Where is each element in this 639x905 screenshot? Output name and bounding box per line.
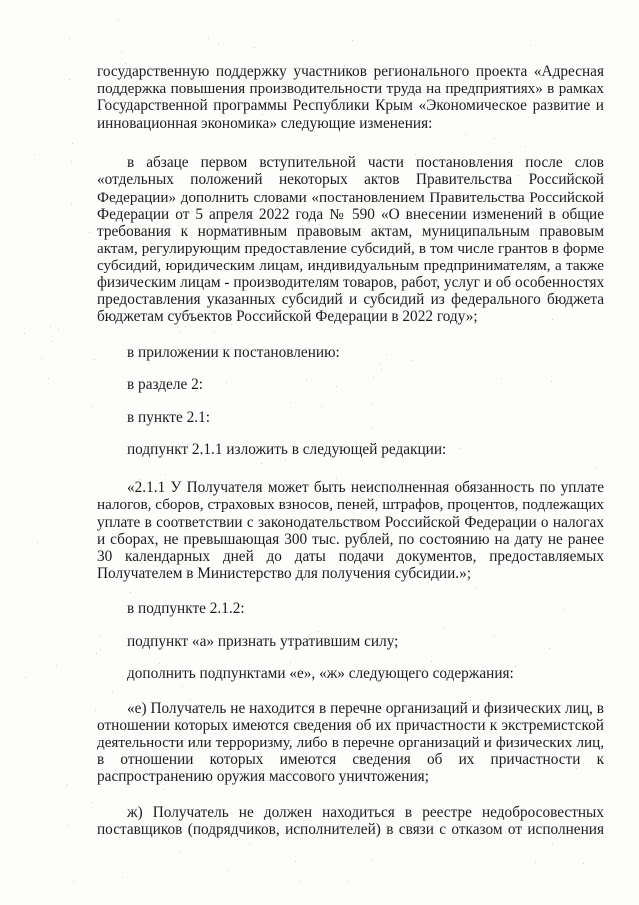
text-line: Федерации от 5 апреля 2022 года № 590 «О внесении изменений в общие: [97, 206, 604, 223]
text-line: 30 календарных дней до даты подачи документов, предоставляемых: [97, 548, 604, 565]
speckle-dot: [343, 808, 344, 809]
speckle-dot: [353, 513, 354, 514]
text-line: «2.1.1 У Получателя может быть неисполненная обязанность по уплате: [127, 479, 604, 496]
text-line: «е) Получатель не находится в перечне организаций и физических лиц, в: [127, 700, 604, 717]
speckle-dot: [157, 566, 158, 567]
speckle-dot: [426, 166, 427, 167]
text-line: субсидий, юридическим лицам, индивидуальным предпринимателям, а также: [97, 257, 604, 274]
speckle-dot: [121, 52, 122, 53]
speckle-dot: [101, 214, 102, 215]
speckle-dot: [231, 324, 232, 325]
speckle-dot: [318, 631, 319, 632]
speckle-dot: [182, 686, 183, 687]
speckle-dot: [583, 863, 584, 864]
speckle-dot: [501, 378, 502, 379]
speckle-dot: [372, 428, 373, 429]
speckle-dot: [344, 65, 345, 66]
speckle-dot: [187, 444, 188, 445]
speckle-dot: [48, 378, 49, 379]
speckle-dot: [361, 207, 362, 208]
text-line: уплате в соответствии с законодательством Российской Федерации о налогах: [97, 514, 604, 531]
speckle-dot: [470, 700, 471, 701]
speckle-dot: [595, 467, 596, 468]
speckle-dot: [249, 843, 250, 844]
text-line: актам, регулирующим предоставление субсидий, в том числе грантов в форме: [97, 240, 604, 257]
speckle-dot: [212, 158, 213, 159]
speckle-dot: [295, 861, 296, 862]
speckle-dot: [347, 881, 348, 882]
speckle-dot: [285, 460, 286, 461]
text-line: Государственной программы Республики Крым «Экономическое развитие и: [97, 97, 604, 114]
speckle-dot: [494, 138, 495, 139]
speckle-dot: [69, 79, 70, 80]
speckle-dot: [411, 360, 412, 361]
speckle-dot: [525, 146, 526, 147]
speckle-dot: [556, 514, 557, 515]
text-line: требования к нормативным правовым актам, муниципальным правовым: [97, 223, 604, 240]
speckle-dot: [290, 98, 291, 99]
text-line: в абзаце первом вступительной части постановления после слов: [127, 154, 604, 171]
speckle-dot: [572, 558, 573, 559]
speckle-dot: [178, 225, 179, 226]
speckle-dot: [95, 710, 96, 711]
speckle-dot: [415, 154, 416, 155]
speckle-dot: [475, 587, 476, 588]
speckle-dot: [450, 576, 451, 577]
speckle-dot: [290, 662, 291, 663]
speckle-dot: [576, 768, 577, 769]
speckle-dot: [552, 844, 553, 845]
speckle-dot: [293, 778, 294, 779]
speckle-dot: [163, 789, 164, 790]
text-line: налогов, сборов, страховых взносов, пеней, штрафов, процентов, подлежащих: [97, 496, 604, 513]
speckle-dot: [423, 157, 424, 158]
speckle-dot: [306, 380, 307, 381]
speckle-dot: [69, 38, 70, 39]
speckle-dot: [168, 232, 169, 233]
speckle-dot: [314, 507, 315, 508]
speckle-dot: [530, 45, 531, 46]
speckle-dot: [309, 288, 310, 289]
speckle-dot: [71, 203, 72, 204]
text-line: в подпункте 2.1.2:: [127, 600, 245, 617]
speckle-dot: [284, 85, 285, 86]
speckle-dot: [254, 47, 255, 48]
speckle-dot: [185, 326, 186, 327]
speckle-dot: [67, 784, 68, 785]
speckle-dot: [261, 463, 262, 464]
speckle-dot: [262, 214, 263, 215]
speckle-dot: [222, 829, 223, 830]
text-line: физическим лицам - производителям товаров, работ, услуг и об особенностях: [97, 274, 605, 291]
speckle-dot: [118, 20, 119, 21]
speckle-dot: [394, 95, 395, 96]
speckle-dot: [342, 742, 343, 743]
speckle-dot: [67, 825, 68, 826]
speckle-dot: [492, 815, 493, 816]
speckle-dot: [414, 86, 415, 87]
speckle-dot: [94, 359, 95, 360]
text-line: подпункт «а» признать утратившим силу;: [127, 633, 399, 650]
speckle-dot: [185, 529, 186, 530]
text-line: в отношении которых имеются сведения об их причастности к: [97, 751, 604, 768]
speckle-dot: [125, 63, 126, 64]
speckle-dot: [159, 663, 160, 664]
speckle-dot: [535, 862, 536, 863]
text-line: в приложении к постановлению:: [127, 344, 340, 361]
speckle-dot: [283, 749, 284, 750]
speckle-dot: [336, 478, 337, 479]
text-line: в пункте 2.1:: [127, 409, 210, 426]
speckle-dot: [180, 852, 181, 853]
speckle-dot: [549, 648, 550, 649]
speckle-dot: [417, 453, 418, 454]
speckle-dot: [293, 501, 294, 502]
text-line: подпункт 2.1.1 изложить в следующей редакции:: [127, 441, 447, 458]
speckle-dot: [379, 363, 380, 364]
text-line: предоставления указанных субсидий и субсидий из федерального бюджета: [97, 291, 604, 308]
speckle-dot: [271, 498, 272, 499]
text-line: государственную поддержку участников регионального проекта «Адресная: [97, 63, 604, 80]
speckle-dot: [66, 786, 67, 787]
text-line: поставщиков (подрядчиков, исполнителей) в связи с отказом от исполнения: [97, 821, 604, 838]
speckle-dot: [552, 319, 553, 320]
speckle-dot: [289, 771, 290, 772]
speckle-dot: [593, 302, 594, 303]
speckle-dot: [58, 329, 59, 330]
speckle-dot: [372, 859, 373, 860]
speckle-dot: [25, 677, 26, 678]
speckle-dot: [381, 369, 382, 370]
speckle-dot: [297, 156, 298, 157]
speckle-dot: [89, 232, 90, 233]
speckle-dot: [551, 381, 552, 382]
speckle-dot: [122, 877, 123, 878]
speckle-dot: [401, 741, 402, 742]
speckle-dot: [603, 502, 604, 503]
speckle-dot: [444, 627, 445, 628]
speckle-dot: [50, 326, 51, 327]
speckle-dot: [342, 262, 343, 263]
speckle-dot: [563, 609, 564, 610]
speckle-dot: [51, 341, 52, 342]
speckle-dot: [423, 264, 424, 265]
speckle-dot: [593, 184, 594, 185]
speckle-dot: [287, 222, 288, 223]
speckle-dot: [99, 636, 100, 637]
text-line: ж) Получатель не должен находиться в реестре недобросовестных: [127, 804, 604, 821]
speckle-dot: [386, 354, 387, 355]
speckle-dot: [227, 221, 228, 222]
text-line: бюджетам субъектов Российской Федерации в 2022 году»;: [97, 308, 478, 325]
speckle-dot: [282, 451, 283, 452]
speckle-dot: [165, 474, 166, 475]
speckle-dot: [557, 250, 558, 251]
speckle-dot: [226, 382, 227, 383]
speckle-dot: [596, 549, 597, 550]
speckle-dot: [73, 881, 74, 882]
text-line: поддержка повышения производительности труда на предприятиях» в рамках: [97, 80, 604, 97]
speckle-dot: [290, 402, 291, 403]
text-line: Получателем в Министерство для получения субсидии.»;: [97, 565, 472, 582]
text-line: и сборах, не превышающая 300 тыс. рублей, по состоянию на дату не ранее: [97, 531, 604, 548]
speckle-dot: [428, 582, 429, 583]
speckle-dot: [56, 665, 57, 666]
speckle-dot: [321, 406, 322, 407]
speckle-dot: [431, 661, 432, 662]
speckle-dot: [416, 776, 417, 777]
speckle-dot: [112, 692, 113, 693]
text-line: отношении которых имеются сведения об их причастности к экстремистской: [97, 717, 604, 734]
speckle-dot: [283, 348, 284, 349]
speckle-dot: [71, 161, 72, 162]
speckle-dot: [157, 742, 158, 743]
speckle-dot: [41, 358, 42, 359]
speckle-dot: [472, 824, 473, 825]
speckle-dot: [319, 224, 320, 225]
text-line: инновационная экономика» следующие изменения:: [97, 115, 433, 132]
speckle-dot: [96, 653, 97, 654]
speckle-dot: [459, 448, 460, 449]
speckle-dot: [518, 175, 519, 176]
text-line: в разделе 2:: [127, 376, 203, 393]
speckle-dot: [300, 881, 301, 882]
speckle-dot: [180, 332, 181, 333]
speckle-dot: [24, 333, 25, 334]
speckle-dot: [220, 311, 221, 312]
speckle-dot: [72, 143, 73, 144]
text-line: распространению оружия массового уничтожения;: [97, 768, 429, 785]
speckle-dot: [373, 377, 374, 378]
speckle-dot: [190, 699, 191, 700]
speckle-dot: [92, 802, 93, 803]
speckle-dot: [494, 635, 495, 636]
speckle-dot: [149, 362, 150, 363]
speckle-dot: [246, 822, 247, 823]
speckle-dot: [508, 554, 509, 555]
speckle-dot: [37, 542, 38, 543]
speckle-dot: [158, 277, 159, 278]
speckle-dot: [100, 649, 101, 650]
speckle-dot: [203, 809, 204, 810]
speckle-dot: [515, 666, 516, 667]
speckle-dot: [468, 577, 469, 578]
speckle-dot: [352, 40, 353, 41]
speckle-dot: [310, 238, 311, 239]
text-line: деятельности или терроризму, либо в перечне организаций и физических лиц,: [97, 734, 604, 751]
speckle-dot: [465, 134, 466, 135]
speckle-dot: [356, 443, 357, 444]
speckle-dot: [560, 111, 561, 112]
speckle-dot: [130, 592, 131, 593]
speckle-dot: [214, 331, 215, 332]
speckle-dot: [371, 403, 372, 404]
speckle-dot: [316, 65, 317, 66]
text-line: Федерации» дополнить словами «постановлением Правительства Российской: [97, 189, 604, 206]
speckle-dot: [262, 114, 263, 115]
speckle-dot: [208, 38, 209, 39]
speckle-dot: [336, 386, 337, 387]
speckle-dot: [228, 870, 229, 871]
text-line: дополнить подпунктами «е», «ж» следующего содержания:: [127, 665, 514, 682]
speckle-dot: [140, 479, 141, 480]
speckle-dot: [284, 94, 285, 95]
speckle-dot: [131, 284, 132, 285]
speckle-dot: [302, 225, 303, 226]
text-line: «отдельных положений некоторых актов Правительства Российской: [97, 171, 604, 188]
speckle-dot: [34, 154, 35, 155]
speckle-dot: [92, 406, 93, 407]
speckle-dot: [218, 43, 219, 44]
speckle-dot: [348, 307, 349, 308]
